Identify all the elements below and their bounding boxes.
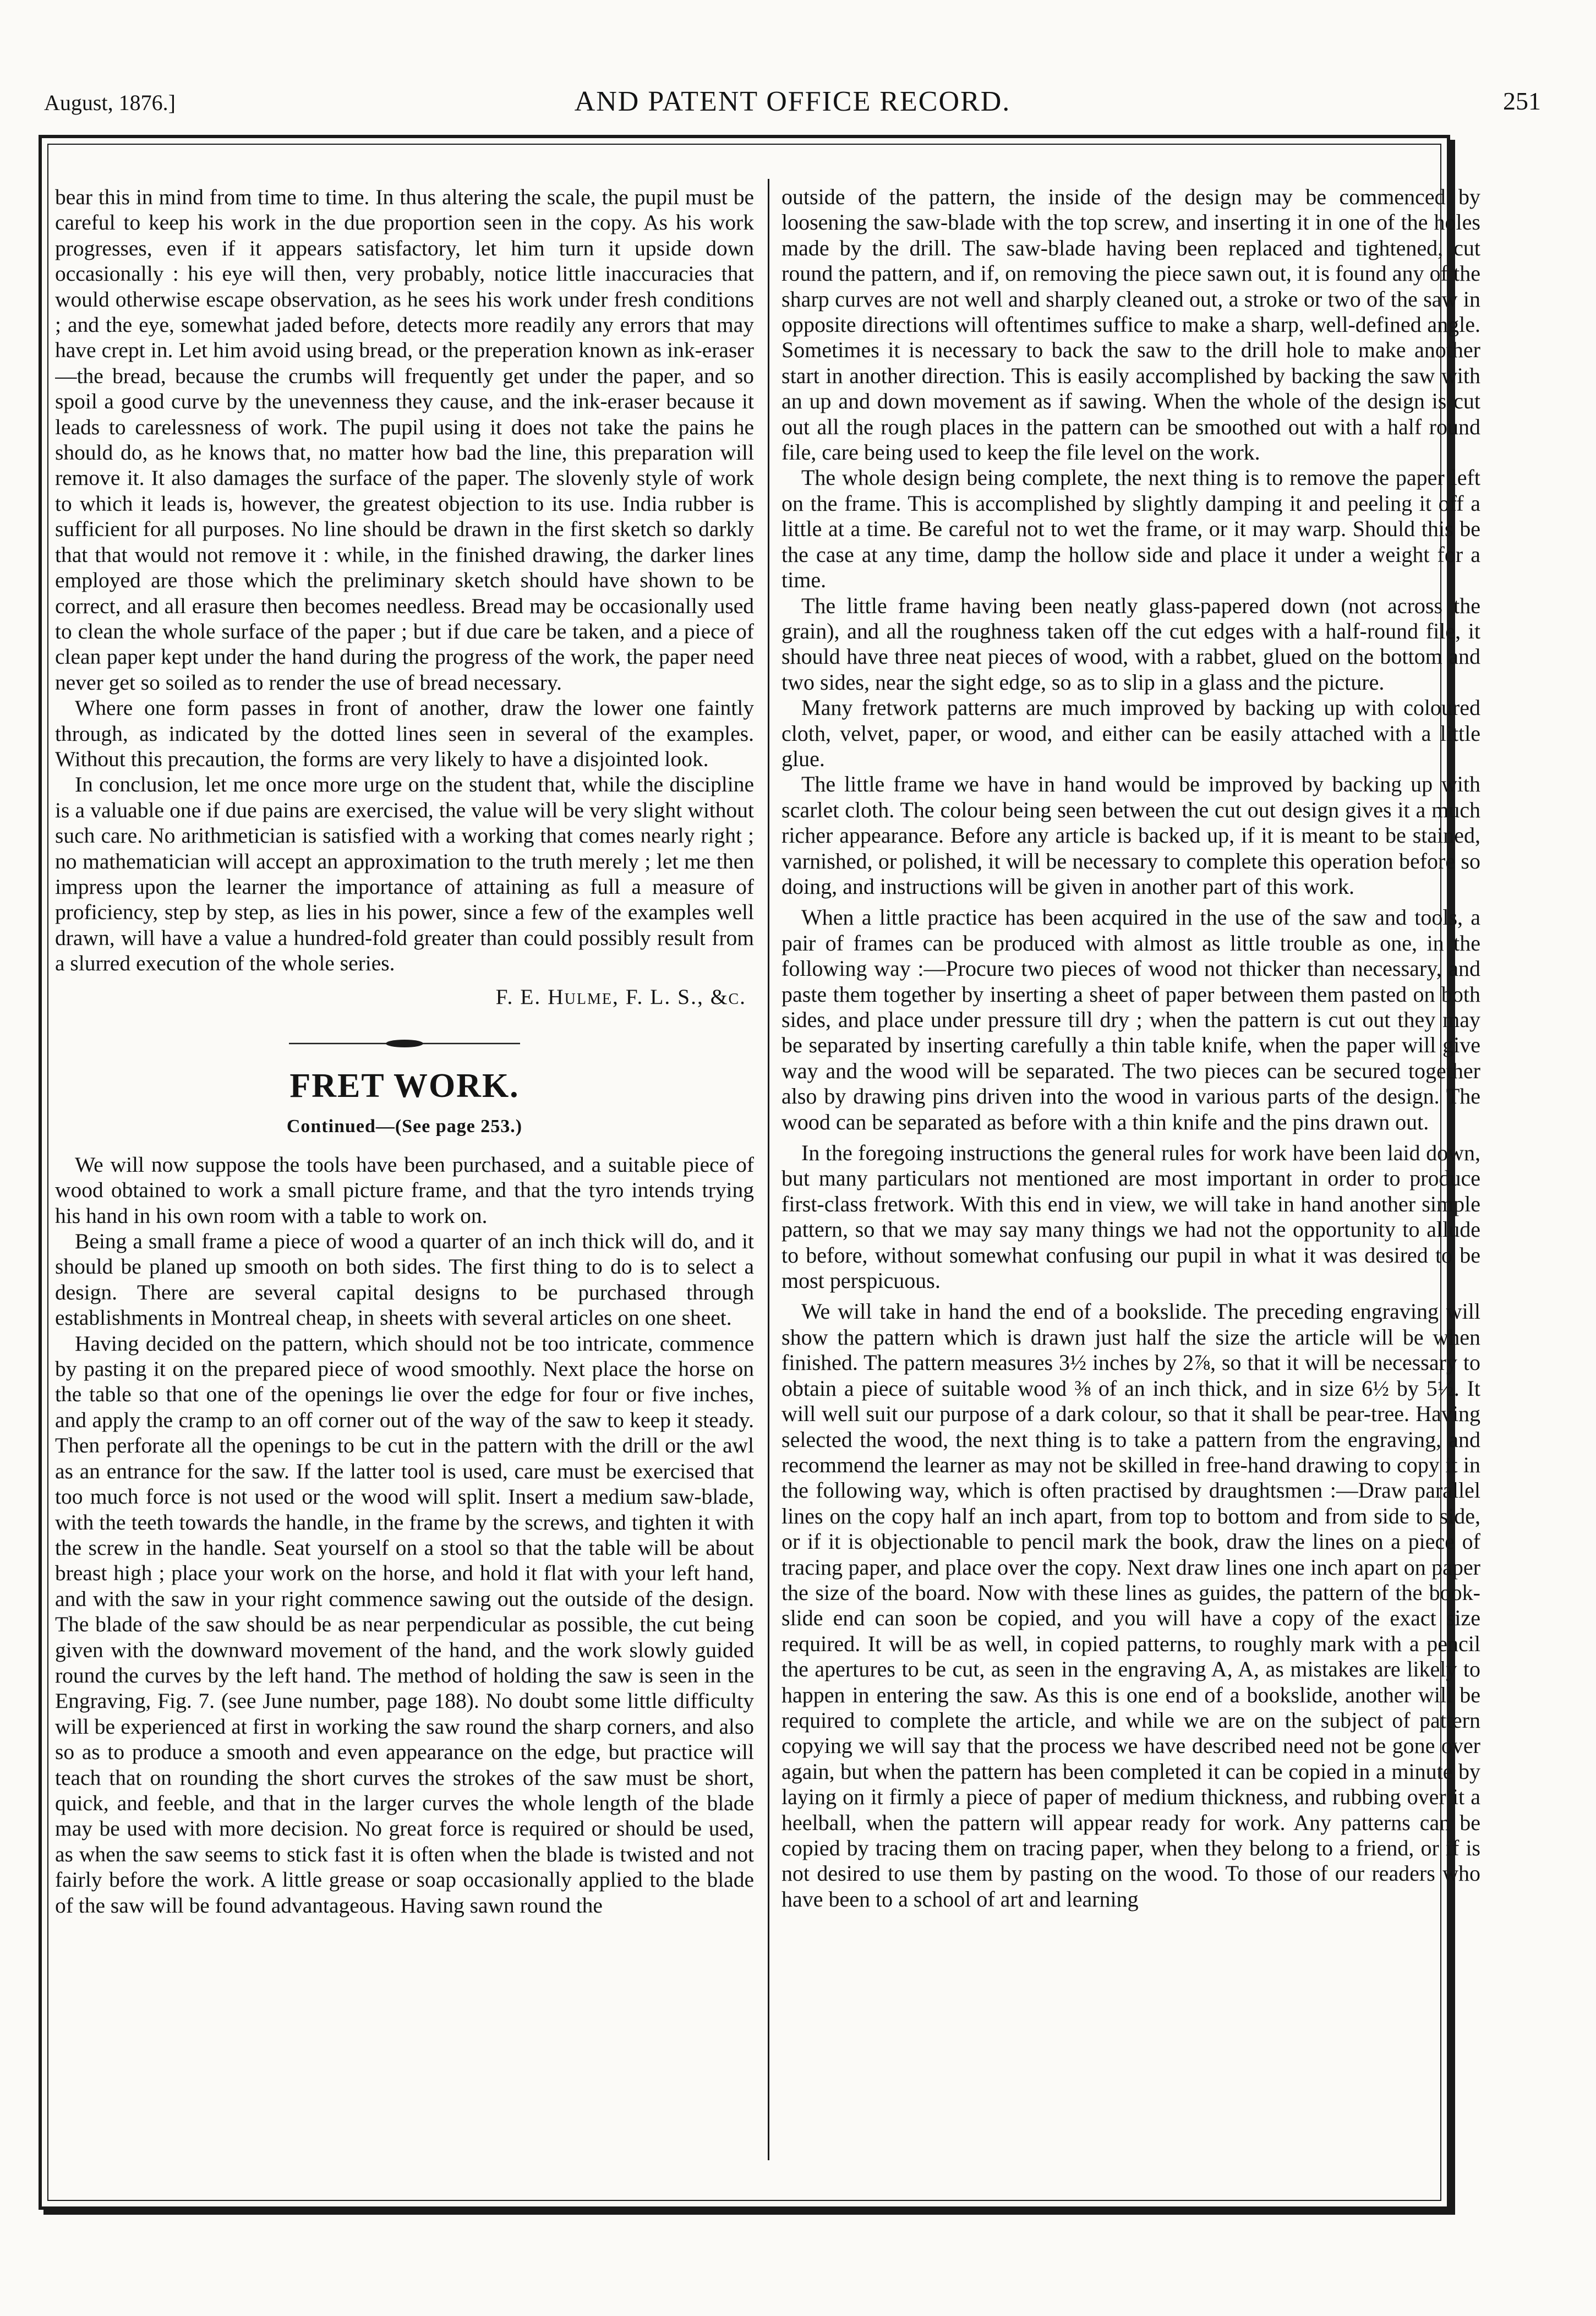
ornamental-rule-icon xyxy=(289,1039,520,1048)
paragraph: outside of the pattern, the inside of the design may be commenced by loosening the saw-blade with the top screw, and inserting it in one of the holes made by the drill. The saw-blade having been replaced and tightened, cut round the pattern, and if, on removing the piece sawn out, it is found any of the sharp curves are not well and sharply cleaned out, a stroke or two of the saw in opposite directions will oftentimes suffice to make a sharp, well-defined angle. Sometimes it is necessary to back the saw to the drill hole to make another start in another direction. This is easily accomplished by backing the saw with an up and down movement as if sawing. When the whole of the design is cut out all the rough places in the pattern can be smoothed out with a half round file, care being used to keep the file level on the work. xyxy=(781,184,1480,465)
paragraph: Where one form passes in front of another, draw the lower one faintly through, as indicated by the dotted lines seen in several of the examples. Without this precaution, the forms are very likely to have a disjointed look. xyxy=(55,696,754,771)
article-title: FRET WORK. xyxy=(289,1067,520,1105)
section-ornament xyxy=(55,1028,754,1053)
paragraph: When a little practice has been acquired in the use of the saw and tools, a pair of frames can be produced with almost as little trouble as one, in the following way :—Procure two pieces of wood not thicker than necessary, and paste them together by inserting a sheet of paper between them pasted on both sides, and place under pressure till dry ; when the pattern is cut out they may be separated by inserting carefully a thin table knife, when the paper will give way and the wood will be separated. The two pieces can be secured together also by drawing pins driven into the wood in various parts of the design. The wood can be separated as before with a thin knife and the pins drawn out. xyxy=(781,905,1480,1134)
paragraph: The whole design being complete, the next thing is to remove the paper left on the frame. This is accomplished by slightly damping it and peeling it off a little at a time. Be careful not to wet the frame, or it may warp. Should this be the case at any time, damp the hollow side and place it under a weight for a time. xyxy=(781,465,1480,593)
column-divider xyxy=(768,179,769,2160)
paragraph: We will now suppose the tools have been purchased, and a suitable piece of wood obtained to work a small picture frame, and that the tyro intends trying his hand in his own room with a table to work on. xyxy=(55,1152,754,1228)
paragraph: Being a small frame a piece of wood a quarter of an inch thick will do, and it should be planed up smooth on both sides. The first thing to do is to select a design. There are several capital designs to be purchased through establishments in Montreal cheap, in sheets with several articles on one sheet. xyxy=(55,1229,754,1330)
issue-date: August, 1876.] xyxy=(44,90,176,115)
paragraph: In the foregoing instructions the general rules for work have been laid down, but many particulars not mentioned are most important in order to produce first-class fretwork. With this end in view, we will take in hand another simple pattern, so that we may say many things we had not the opportunity to allude to before, without somewhat confusing our pupil in what it was desired to be most perspicuous. xyxy=(781,1140,1480,1293)
right-column xyxy=(781,184,1480,2177)
paragraph: The little frame having been neatly glass-papered down (not across the grain), and all the roughness taken off the cut edges with a half-round file, it should have three neat pieces of wood, with a rabbet, glued on the bottom and two sides, near the sight edge, so as to slip in a glass and the picture. xyxy=(781,593,1480,695)
paragraph: The little frame we have in hand would be improved by backing up with scarlet cloth. The colour being seen between the cut out design gives it a much richer appearance. Before any article is backed up, if it is meant to be stained, varnished, or polished, it will be necessary to complete this operation before so doing, and instructions will be given in another part of this work. xyxy=(781,772,1480,899)
article-subtitle: Continued—(See page 253.) xyxy=(286,1116,523,1137)
journal-title: AND PATENT OFFICE RECORD. xyxy=(574,86,1011,117)
running-head xyxy=(44,80,1541,124)
paragraph: bear this in mind from time to time. In thus altering the scale, the pupil must be careful to keep his work in the due proportion seen in the copy. As his work progresses, even if it appears satisfactory, let him turn it upside down occasionally : his eye will then, very probably, notice little inaccuracies that would otherwise escape observation, as he sees his work under fresh conditions ; and the eye, somewhat jaded before, detects more readily any errors that may have crept in. Let him avoid using bread, or the preperation known as ink-eraser—the bread, because the crumbs will frequently get under the paper, and so spoil a good curve by the unevenness they cause, and the ink-eraser because it leads to carelessness of work. The pupil using it does not take the pains he should do, as he knows that, no matter how bad the line, this preparation will remove it. It also damages the surface of the paper. The slovenly style of work to which it leads is, however, the greatest objection to its use. India rubber is sufficient for all purposes. No line should be drawn in the first sketch so darkly that that would not remove it : while, in the finished drawing, the darker lines employed are those which the preliminary sketch should have shown to be correct, and all erasure then becomes needless. Bread may be occasionally used to clean the whole surface of the paper ; but if due care be taken, and a piece of clean paper kept under the hand during the progress of the work, the paper need never get so soiled as to render the use of bread necessary. xyxy=(55,185,754,695)
paragraph: In conclusion, let me once more urge on the student that, while the discipline is a valuable one if due pains are exercised, the value will be very slight without such care. No arithmetician is satisfied with a working that comes nearly right ; no mathematician will accept an approximation to the truth merely ; let me then impress upon the learner the importance of attaining as full a measure of proficiency, step by step, as lies in his power, since a few of the examples well drawn, will have a value a hundred-fold greater than could possibly result from a slurred execution of the whole series. xyxy=(55,772,754,976)
left-column xyxy=(55,184,754,2177)
paragraph: Having decided on the pattern, which should not be too intricate, commence by pasting it on the prepared piece of wood smoothly. Next place the horse on the table so that one of the openings lie over the edge for four or five inches, and apply the cramp to an off corner out of the way of the saw to keep it steady. Then perforate all the openings to be cut in the pattern with the drill or the awl as an entrance for the saw. If the latter tool is used, care must be exercised that too much force is not used or the wood will split. Insert a medium saw-blade, with the teeth towards the handle, in the frame by the screws, and tighten it with the screw in the handle. Seat yourself on a stool so that the table will be about breast high ; place your work on the horse, and hold it flat with your left hand, and with the saw in your right commence sawing out the outside of the design. The blade of the saw should be as near perpendicular as possible, the cut being given with the downward movement of the hand, and the work slowly guided round the curves by the left hand. The method of holding the saw is seen in the Engraving, Fig. 7. (see June number, page 188). No doubt some little difficulty will be experienced at first in working the saw round the sharp corners, and also so as to produce a smooth and even appearance on the edge, but practice will teach that on rounding the short curves the strokes of the saw must be short, quick, and feeble, and that in the larger curves the whole length of the blade may be used with more decision. No great force is required or should be used, as when the saw seems to stick fast it is often when the blade is twisted and not fairly before the work. A little grease or soap occasionally applied to the blade of the saw will be found advantageous. Having sawn round the xyxy=(55,1331,754,1918)
author-signature: F. E. Hulme, F. L. S., &c. xyxy=(495,984,746,1009)
paragraph: Many fretwork patterns are much improved by backing up with coloured cloth, velvet, paper, or wood, and either can be easily attached with a little glue. xyxy=(781,695,1480,771)
paragraph: We will take in hand the end of a bookslide. The preceding engraving will show the pattern which is drawn just half the size the article will be when finished. The pattern measures 3½ inches by 2⅞, so that it will be necessary to obtain a piece of suitable wood ⅜ of an inch thick, and in size 6½ by 5½. It will well suit our purpose of a dark colour, so that it shall be pear-tree. Having selected the wood, the next thing is to take a pattern from the engraving, and recommend the learner as may not be skilled in free-hand drawing to copy it in the following way, which is often practised by draughtsmen :—Draw parallel lines on the copy half an inch apart, from top to bottom and from side to side, or if it is objectionable to pencil mark the book, draw the lines on a piece of tracing paper, and place over the copy. Next draw lines one inch apart on paper the size of the board. Now with these lines as guides, the pattern of the book-slide end can soon be copied, and you will have a copy of the exact size required. It will be as well, in copied patterns, to roughly mark with a pencil the apertures to be cut, as seen in the engraving A, A, as mistakes are likely to happen in entering the saw. As this is one end of a bookslide, another will be required to complete the article, and while we are on the subject of pattern copying we will say that the process we have described need not be gone over again, but when the pattern has been completed it can be copied in a minute by laying on it firmly a piece of paper of medium thickness, and rubbing over it a heelball, when the pattern will appear ready for work. Any patterns can be copied by tracing them on tracing paper, when they belong to a friend, or if is not desired to use them by pasting on the wood. To those of our readers who have been to a school of art and learning xyxy=(781,1299,1480,1911)
page-number: 251 xyxy=(1503,87,1541,115)
